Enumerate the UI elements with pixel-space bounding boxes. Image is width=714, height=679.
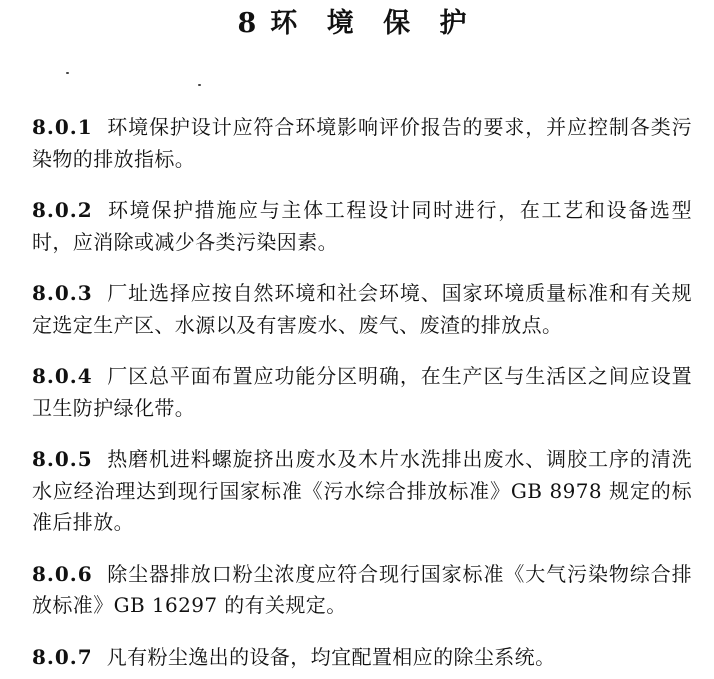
- clause-text: 热磨机进料螺旋挤出废水及木片水洗排出废水、调胶工序的清洗水应经治理达到现行国家标准《污水综合排放标准》GB 8978 规定的标准后排放。: [32, 447, 692, 534]
- clause-text: 环境保护设计应符合环境影响评价报告的要求，并应控制各类污染物的排放指标。: [32, 115, 692, 171]
- clause-8-0-5: [32, 444, 692, 539]
- clause-8-0-6: [32, 559, 692, 622]
- clause-number: 8.0.4: [32, 364, 93, 388]
- clause-text: 环境保护措施应与主体工程设计同时进行，在工艺和设备选型时，应消除或减少各类污染因素。: [32, 198, 692, 254]
- clause-text: 厂址选择应按自然环境和社会环境、国家环境质量标准和有关规定选定生产区、水源以及有害废水、废气、废渣的排放点。: [32, 281, 692, 337]
- clause-number: 8.0.7: [32, 644, 93, 669]
- clause-list: [32, 112, 692, 679]
- clause-8-0-2: [32, 195, 692, 258]
- clause-number: 8.0.2: [32, 198, 93, 222]
- clause-text: 凡有粉尘逸出的设备，均宜配置相应的除尘系统。: [106, 644, 556, 669]
- scan-speck: [198, 84, 201, 86]
- clause-text: 厂区总平面布置应功能分区明确，在生产区与生活区之间应设置卫生防护绿化带。: [32, 364, 692, 420]
- scan-speck: [66, 72, 69, 74]
- clause-8-0-1: [32, 112, 692, 175]
- chapter-title: 环 境 保 护: [270, 8, 477, 39]
- clause-8-0-7: [32, 642, 692, 674]
- clause-number: 8.0.1: [32, 115, 93, 139]
- clause-8-0-4: [32, 361, 692, 424]
- clause-number: 8.0.5: [32, 447, 93, 471]
- chapter-number: 8: [237, 8, 257, 39]
- clause-number: 8.0.6: [32, 561, 93, 586]
- clause-text: 除尘器排放口粉尘浓度应符合现行国家标准《大气污染物综合排放标准》GB 16297 的有关规定。: [32, 561, 692, 617]
- clause-8-0-3: [32, 278, 692, 341]
- chapter-heading: [0, 4, 714, 44]
- clause-number: 8.0.3: [32, 281, 93, 305]
